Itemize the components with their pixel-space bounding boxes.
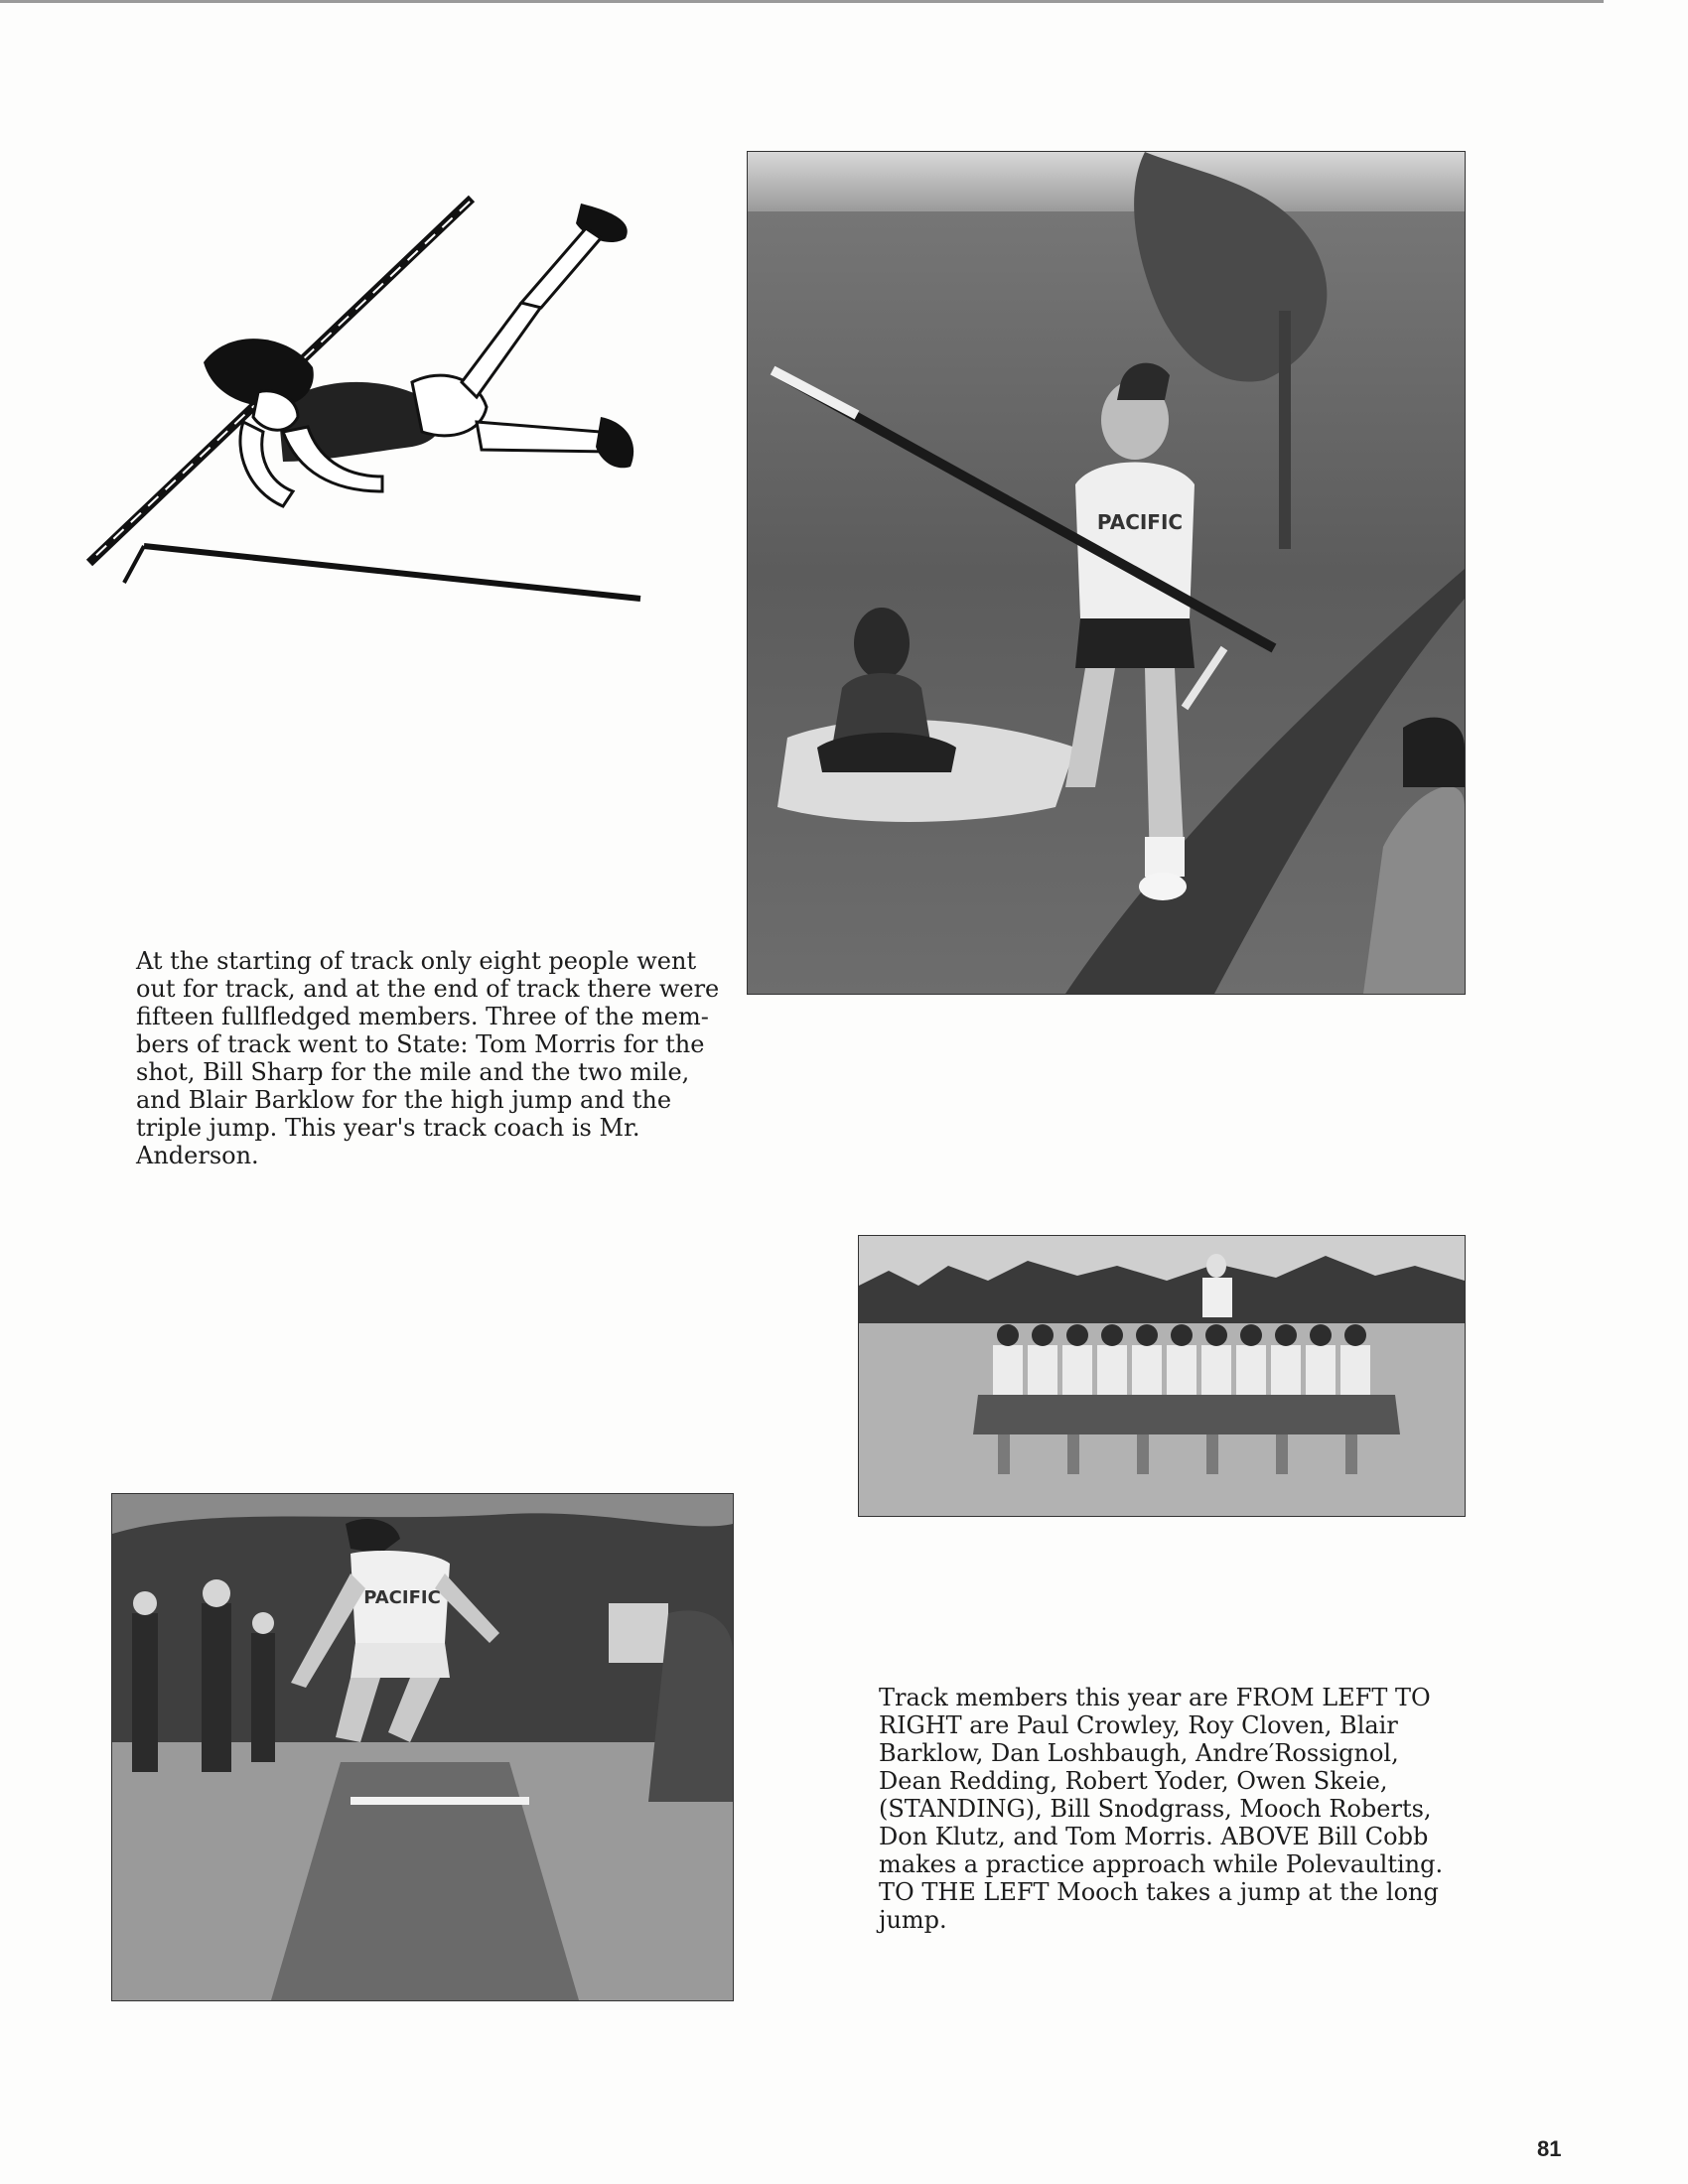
jersey-text: PACIFIC [1096,510,1184,534]
members-caption: Track members this year are FROM LEFT TO RIGHT are Paul Crowley, Roy Cloven, Blair Barklow, Dan Loshbaugh, Andre′Rossignol, Dean Redding, Robert Yoder, Owen Skeie, (STANDING), Bill Snodgrass, Mooch Roberts, Don Klutz, and Tom Morris. ABOVE Bill Cobb makes a practice approach while Polevaulting. TO THE LEFT Mooch takes a jump at the long jump. [879,1684,1444,1934]
pole-vault-illustration [84,194,650,611]
intro-caption: At the starting of track only eight people went out for track, and at the end of track there were fifteen fullfledged members. Three of the mem- bers of track went to State: Tom Morris for the shot, Bill Sharp for the mile and the two mile, and Blair Barklow for the high jump and the triple jump. This year's track coach is Mr. Anderson. [136,947,720,1169]
pole-vault-approach-photo [747,151,1466,995]
page-top-rule [0,0,1604,3]
page-number: 81 [1537,2136,1562,2161]
long-jump-photo [111,1493,734,2001]
team-group-photo [858,1235,1466,1517]
jersey-text: PACIFIC [363,1587,441,1608]
